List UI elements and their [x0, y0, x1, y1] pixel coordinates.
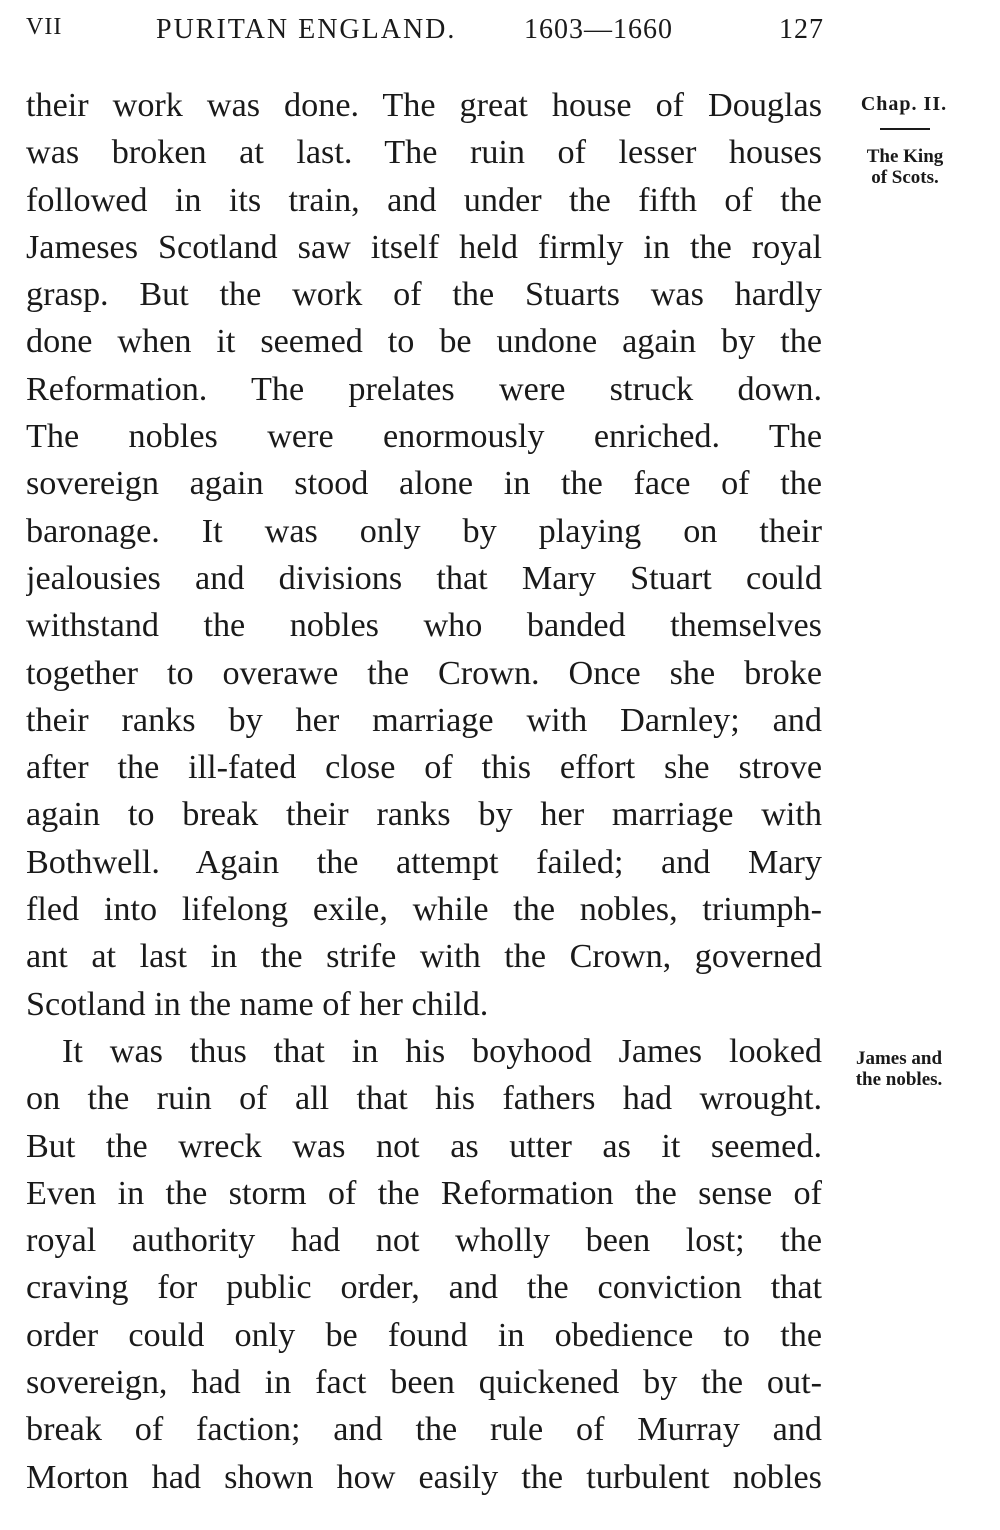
running-head-title: PURITAN ENGLAND. — [156, 14, 457, 45]
text-line: Morton had shown how easily the turbulent nobles — [26, 1458, 822, 1496]
text-line: order could only be found in obedience to the — [26, 1316, 822, 1354]
paragraph-2 — [26, 1028, 822, 1501]
text-line: The nobles were enormously enriched. The — [26, 418, 822, 456]
text-line: their ranks by her marriage with Darnley; and — [26, 701, 822, 739]
text-line: It was thus that in his boyhood James looked — [62, 1032, 822, 1070]
text-line: break of faction; and the rule of Murray and — [26, 1411, 822, 1449]
text-line: craving for public order, and the conviction that — [26, 1269, 822, 1307]
text-line: baronage. It was only by playing on their — [26, 512, 822, 550]
text-line: followed in its train, and under the fifth of the — [26, 181, 822, 219]
text-line: done when it seemed to be undone again by the — [26, 323, 822, 361]
text-line: jealousies and divisions that Mary Stuart could — [26, 559, 822, 597]
margin-note-rule — [880, 128, 930, 130]
running-head-chapter: VII — [26, 14, 63, 40]
running-head-dates: 1603—1660 — [524, 14, 673, 45]
text-line: their work was done. The great house of Douglas — [26, 87, 822, 124]
margin-note-line: The King — [866, 146, 944, 167]
text-line: Even in the storm of the Reformation the sense of — [26, 1174, 822, 1212]
text-line: ant at last in the strife with the Crown, governed — [26, 938, 822, 976]
page-number: 127 — [779, 14, 824, 45]
text-line: sovereign, had in fact been quickened by the out- — [26, 1364, 822, 1402]
text-line: royal authority had not wholly been lost; the — [26, 1222, 822, 1260]
text-line: But the wreck was not as utter as it seemed. — [26, 1127, 822, 1165]
text-line: together to overawe the Crown. Once she broke — [26, 654, 822, 692]
margin-note-line: James and — [855, 1048, 943, 1069]
body-text — [26, 82, 822, 1501]
margin-note-james-and-nobles — [834, 1048, 964, 1090]
text-line: withstand the nobles who banded themselves — [26, 607, 822, 645]
text-line: after the ill-fated close of this effort she strove — [26, 749, 822, 787]
text-line: was broken at last. The ruin of lesser houses — [26, 134, 822, 172]
margin-note-king-of-scots — [846, 146, 964, 188]
text-line: sovereign again stood alone in the face of the — [26, 465, 822, 503]
running-head — [26, 14, 824, 54]
text-line: grasp. But the work of the Stuarts was hardly — [26, 276, 822, 314]
text-line: Bothwell. Again the attempt failed; and Mary — [26, 843, 822, 881]
margin-note-line: of Scots. — [871, 167, 939, 188]
text-line: on the ruin of all that his fathers had wrought. — [26, 1080, 822, 1118]
margin-note-chapter: Chap. II. — [860, 93, 948, 115]
text-line: fled into lifelong exile, while the nobles, triumph- — [26, 891, 822, 929]
text-line: Jameses Scotland saw itself held firmly in the royal — [26, 228, 822, 266]
margin-note-line: the nobles. — [855, 1069, 943, 1090]
text-line: Scotland in the name of her child. — [26, 985, 489, 1023]
text-line: again to break their ranks by her marriage with — [26, 796, 822, 834]
paragraph-1 — [26, 82, 822, 1028]
text-line: Reformation. The prelates were struck down. — [26, 370, 822, 408]
